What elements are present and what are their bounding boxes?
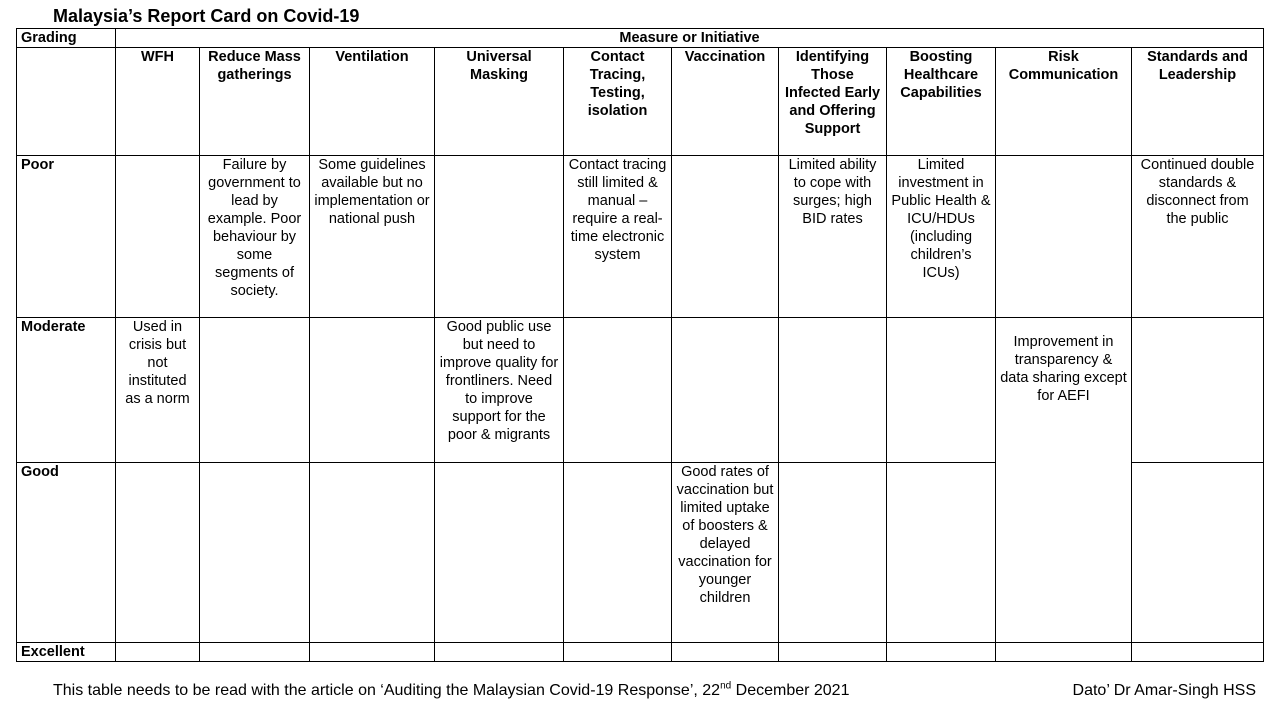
cell-poor-risk-communication — [996, 156, 1132, 318]
footer-author: Dato’ Dr Amar-Singh HSS — [1072, 682, 1256, 699]
cell-excellent-contact-tracing — [564, 643, 672, 662]
column-header-contact-tracing: Contact Tracing, Testing, isolation — [564, 48, 672, 156]
footer-note — [53, 682, 849, 700]
column-header-standards: Standards and Leadership — [1132, 48, 1264, 156]
cell-moderate-standards — [1132, 318, 1264, 463]
cell-risk-communication-moderate-good — [996, 318, 1132, 643]
cell-good-ventilation — [310, 463, 435, 643]
report-card-table — [16, 28, 1264, 662]
cell-excellent-vaccination — [672, 643, 779, 662]
grading-header: Grading — [17, 29, 116, 48]
cell-good-masking — [435, 463, 564, 643]
cell-excellent-ventilation — [310, 643, 435, 662]
cell-excellent-risk-communication — [996, 643, 1132, 662]
cell-poor-vaccination — [672, 156, 779, 318]
cell-poor-identifying-infected: Limited ability to cope with surges; high BID rates — [779, 156, 887, 318]
cell-poor-ventilation: Some guidelines available but no implementation or national push — [310, 156, 435, 318]
cell-moderate-vaccination — [672, 318, 779, 463]
footer-note-date: December 2021 — [731, 682, 850, 699]
risk-communication-text: Improvement in transparency & data sharing except for AEFI — [1000, 334, 1127, 404]
cell-poor-masking — [435, 156, 564, 318]
cell-poor-standards: Continued double standards & disconnect from the public — [1132, 156, 1264, 318]
cell-good-identifying-infected — [779, 463, 887, 643]
cell-excellent-mass-gatherings — [200, 643, 310, 662]
grade-label-moderate: Moderate — [17, 318, 116, 463]
grade-row-moderate — [17, 318, 1264, 463]
grade-row-poor — [17, 156, 1264, 318]
cell-excellent-identifying-infected — [779, 643, 887, 662]
cell-moderate-mass-gatherings — [200, 318, 310, 463]
cell-good-contact-tracing — [564, 463, 672, 643]
column-header-vaccination: Vaccination — [672, 48, 779, 156]
cell-good-healthcare — [887, 463, 996, 643]
column-header-ventilation: Ventilation — [310, 48, 435, 156]
cell-moderate-wfh: Used in crisis but not instituted as a norm — [116, 318, 200, 463]
footer-note-text: This table needs to be read with the article on ‘Auditing the Malaysian Covid-19 Response’, 22 — [53, 682, 721, 699]
cell-poor-healthcare: Limited investment in Public Health & ICU/HDUs (including children’s ICUs) — [887, 156, 996, 318]
cell-good-mass-gatherings — [200, 463, 310, 643]
cell-excellent-masking — [435, 643, 564, 662]
grade-row-excellent — [17, 643, 1264, 662]
cell-poor-wfh — [116, 156, 200, 318]
column-header-wfh: WFH — [116, 48, 200, 156]
column-header-mass-gatherings: Reduce Mass gatherings — [200, 48, 310, 156]
grade-label-excellent: Excellent — [17, 643, 116, 662]
column-header-risk-communication: Risk Communication — [996, 48, 1132, 156]
cell-poor-contact-tracing: Contact tracing still limited & manual – require a real-time electronic system — [564, 156, 672, 318]
footer-note-superscript: nd — [720, 680, 732, 692]
column-header-identifying-infected: Identifying Those Infected Early and Offering Support — [779, 48, 887, 156]
column-header-masking: Universal Masking — [435, 48, 564, 156]
cell-moderate-masking: Good public use but need to improve quality for frontliners. Need to improve support for the poor & migrants — [435, 318, 564, 463]
cell-excellent-wfh — [116, 643, 200, 662]
page-title: Malaysia’s Report Card on Covid-19 — [53, 6, 360, 26]
cell-moderate-identifying-infected — [779, 318, 887, 463]
cell-moderate-contact-tracing — [564, 318, 672, 463]
cell-poor-mass-gatherings: Failure by government to lead by example. Poor behaviour by some segments of society. — [200, 156, 310, 318]
cell-moderate-healthcare — [887, 318, 996, 463]
cell-good-standards — [1132, 463, 1264, 643]
cell-moderate-ventilation — [310, 318, 435, 463]
grade-label-poor: Poor — [17, 156, 116, 318]
header-blank-cell — [17, 48, 116, 156]
cell-good-vaccination: Good rates of vaccination but limited uptake of boosters & delayed vaccination for younger children — [672, 463, 779, 643]
measure-header: Measure or Initiative — [116, 29, 1264, 48]
header-row-columns — [17, 48, 1264, 156]
cell-excellent-healthcare — [887, 643, 996, 662]
cell-good-wfh — [116, 463, 200, 643]
grade-label-good: Good — [17, 463, 116, 643]
cell-excellent-standards — [1132, 643, 1264, 662]
header-row-measure — [17, 29, 1264, 48]
column-header-healthcare: Boosting Healthcare Capabilities — [887, 48, 996, 156]
